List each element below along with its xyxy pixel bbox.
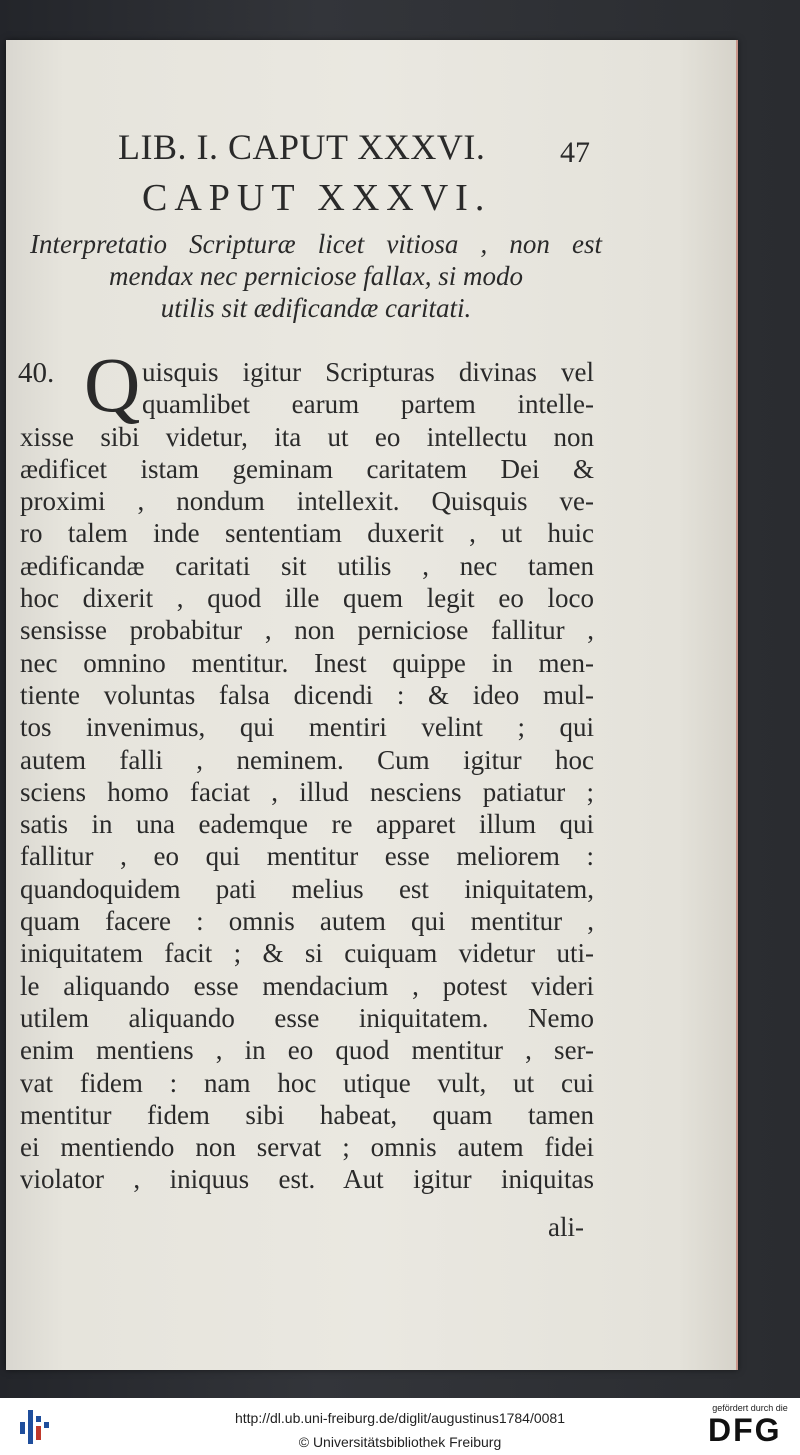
body-line: ei mentiendo non servat ; omnis autem fidei: [20, 1132, 594, 1163]
subtitle-line: utilis sit ædificandæ caritati.: [160, 293, 472, 323]
paragraph-number: 40.: [18, 357, 55, 389]
body-line: tos invenimus, qui mentiri velint ; qui: [20, 712, 594, 743]
body-line: iniquitatem facit ; & si cuiquam videtur uti-: [20, 938, 594, 969]
subtitle-line: Interpretatio Scripturæ licet vitiosa , non est: [30, 229, 602, 259]
body-line: hoc dixerit , quod ille quem legit eo loco: [20, 583, 594, 614]
subtitle-line: mendax nec perniciose fallax, si modo: [109, 261, 523, 291]
body-line: tiente voluntas falsa dicendi : & ideo mul-: [20, 679, 594, 710]
chapter-title: CAPUT XXXVI.: [142, 177, 492, 219]
body-line: mentitur fidem sibi habeat, quam tamen: [20, 1099, 594, 1130]
body-line: autem falli , neminem. Cum igitur hoc: [20, 744, 594, 775]
body-line: ro talem inde sententiam duxerit , ut huic: [20, 518, 594, 549]
body-line: violator , iniquus est. Aut igitur iniquitas: [20, 1164, 594, 1195]
body-line: uisquis igitur Scripturas divinas vel: [142, 357, 594, 387]
running-head: LIB. I. CAPUT XXXVI.: [118, 127, 486, 167]
drop-cap: Q: [84, 341, 141, 428]
body-line: sensisse probabitur , non perniciose fallitur ,: [20, 615, 594, 646]
body-line: nec omnino mentitur. Inest quippe in men-: [20, 647, 594, 678]
body-line: sciens homo faciat , illud nesciens patiatur ;: [20, 776, 594, 807]
body-line: ædificandæ caritati sit utilis , nec tamen: [20, 550, 594, 581]
body-line: quam facere : omnis autem qui mentitur ,: [20, 906, 594, 937]
body-line: utilem aliquando esse iniquitatem. Nemo: [20, 1002, 594, 1033]
body-line: quamlibet earum partem intelle-: [142, 389, 594, 420]
body-line: quandoquidem pati melius est iniquitatem,: [20, 873, 594, 904]
page-number: 47: [560, 136, 590, 169]
body-line: ædificet istam geminam caritatem Dei &: [20, 453, 594, 484]
body-line: satis in una eademque re apparet illum qui: [20, 809, 594, 840]
body-line: fallitur , eo qui mentitur esse meliorem :: [20, 841, 594, 872]
body-line: xisse sibi videtur, ita ut eo intellectu non: [20, 421, 594, 452]
copyright-notice: © Universitätsbibliothek Freiburg: [298, 1434, 502, 1450]
body-line: proximi , nondum intellexit. Quisquis ve-: [20, 486, 594, 517]
body-line: enim mentiens , in eo quod mentitur , ser-: [20, 1035, 594, 1066]
permalink-url[interactable]: http://dl.ub.uni-freiburg.de/diglit/augustinus1784/0081: [234, 1410, 565, 1426]
chapter-subtitle: [30, 228, 602, 324]
body-text: [20, 356, 594, 1196]
funding-label: gefördert durch die: [712, 1403, 788, 1413]
dfg-logo[interactable]: DFG: [708, 1412, 782, 1448]
catchword: ali-: [548, 1212, 584, 1242]
body-line: le aliquando esse mendacium , potest videri: [20, 970, 594, 1001]
body-line: vat fidem : nam hoc utique vult, ut cui: [20, 1067, 594, 1098]
